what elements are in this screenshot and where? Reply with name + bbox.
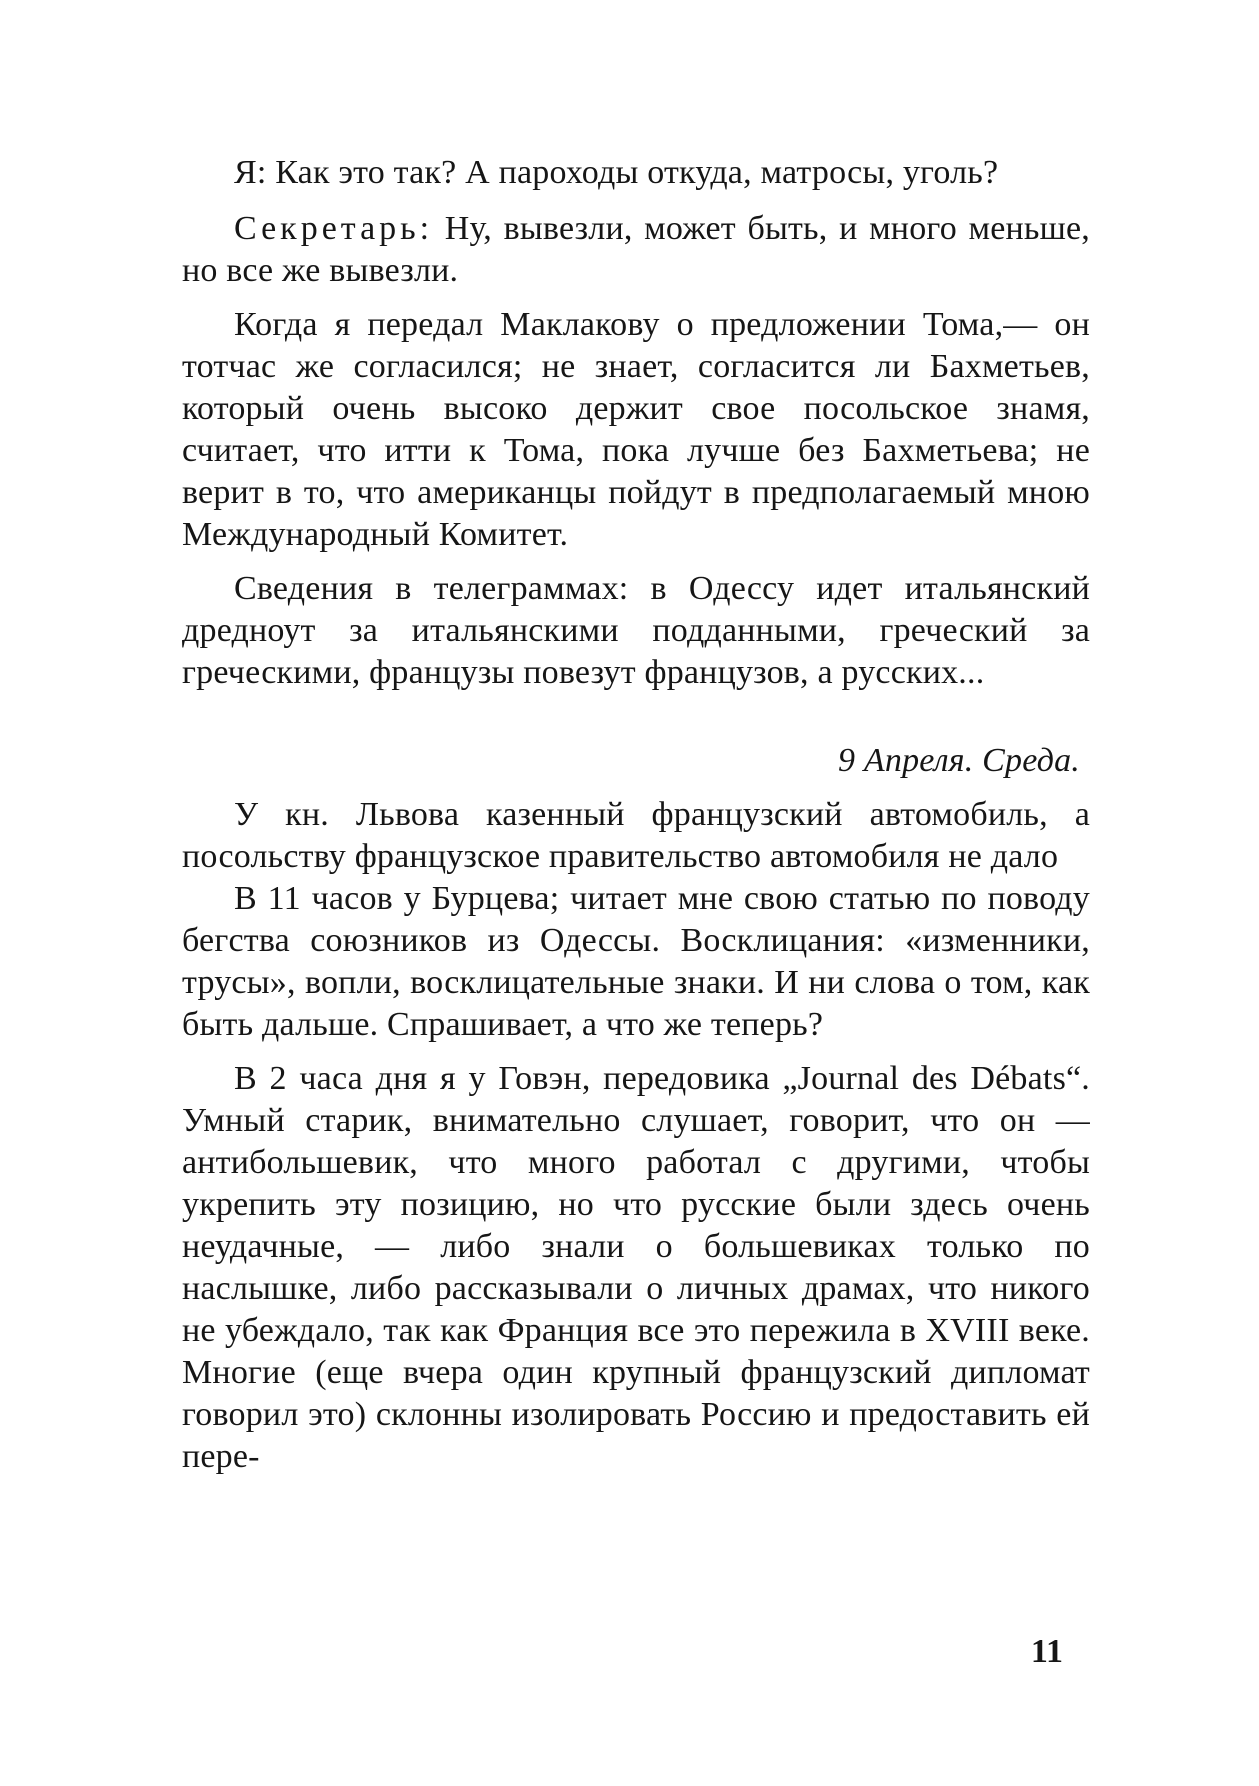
paragraph-maklakov: Когда я передал Маклакову о предложении Тома,— он тотчас же согласился; не знает, согласится ли Бахметьев, который очень высоко держит свое посольское знамя, считает, что итти к Тома, пока лучше без Бахметьева; не верит в то, что американцы пойдут в предполагаемый мною Международный Комитет. <box>182 306 1090 553</box>
dialogue-text-1: Как это так? А пароходы откуда, матросы, уголь? <box>266 154 999 191</box>
page-number: 11 <box>1030 1633 1063 1670</box>
dialogue-text-2: Ну, вывезли, может быть, и много меньше, но все же вывезли. <box>182 210 1090 289</box>
speaker-secretary: Секретарь: <box>234 210 434 247</box>
paragraph-govan: В 2 часа дня я у Говэн, передовика „Journal des Débats“. Умный старик, внимательно слушает, говорит, что он — антибольшевик, что много работал с другими, чтобы укрепить эту позицию, но что русские были здесь очень неудачные, — либо знали о большевиках только по наслышке, либо рассказывали о личных драмах, что никого не убеждало, так как Франция все это пережила в XVIII веке. Многие (еще вчера один крупный французский дипломат говорил это) склонны изолировать Россию и предоставить ей пере- <box>182 1060 1090 1475</box>
date-heading: 9 Апреля. Среда. <box>838 742 1080 779</box>
paragraph-lvov: У кн. Львова казенный французский автомобиль, а посольству французское правительство автомобиля не дало <box>182 796 1090 875</box>
paragraph-telegrams: Сведения в телеграммах: в Одессу идет итальянский дредноут за итальянскими подданными, греческий за греческими, французы повезут французов, а русских... <box>182 570 1090 691</box>
page-body <box>182 152 1090 1478</box>
paragraph-burtsev: В 11 часов у Бурцева; читает мне свою статью по поводу бегства союзников из Одессы. Восклицания: «изменники, трусы», вопли, восклицательные знаки. И ни слова о том, как быть дальше. Спрашивает, а что же теперь? <box>182 880 1090 1043</box>
dialogue-line-1 <box>182 152 1090 194</box>
dialogue-line-2 <box>182 208 1090 292</box>
speaker-ya: Я: <box>234 154 267 191</box>
